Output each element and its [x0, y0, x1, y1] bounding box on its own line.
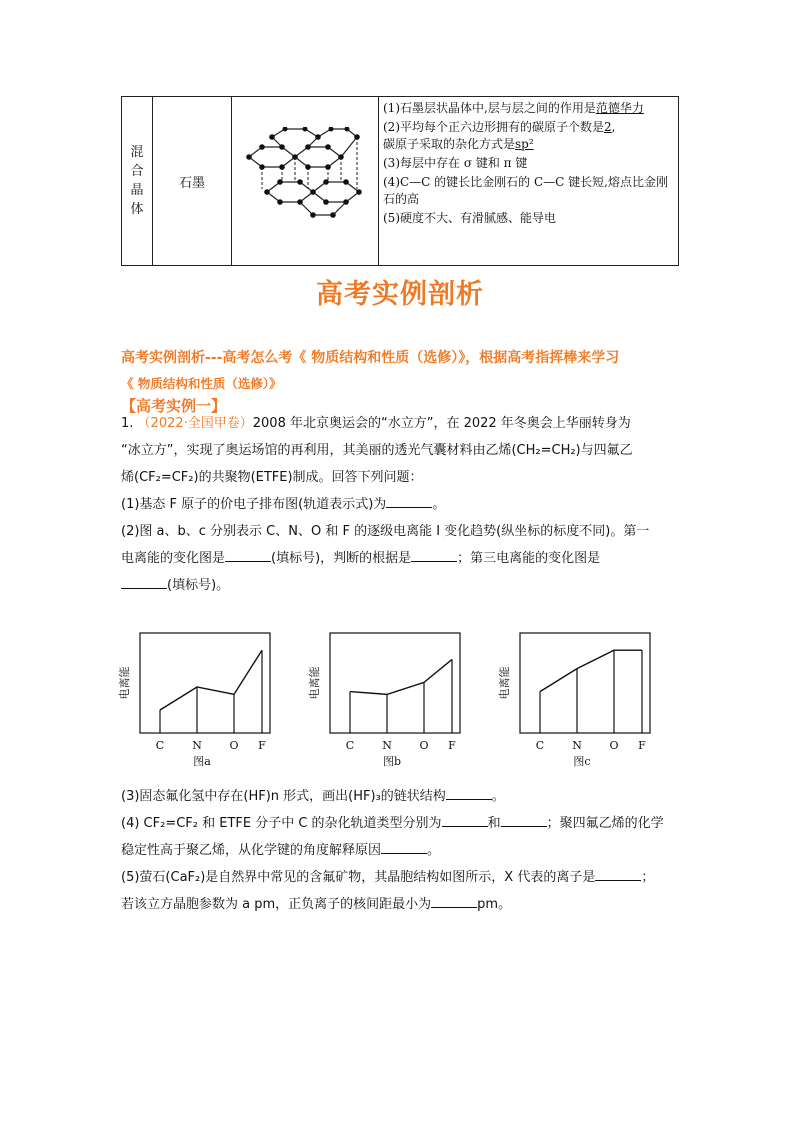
graphite-structure-diagram	[237, 127, 375, 227]
answer-blank	[381, 841, 427, 854]
chart-series-line	[540, 650, 642, 691]
prop-1: (1)石墨层状晶体中,层与层之间的作用是范德华力	[383, 101, 644, 115]
chart-ylabel: 电离能	[118, 666, 131, 700]
chart-tick-label: O	[609, 739, 619, 752]
prop-4: (4)C—C 的键长比金刚石的 C—C 键长短,熔点比金刚石的高	[383, 175, 668, 206]
prop-3: (3)每层中存在 σ 键和 π 键	[383, 156, 528, 170]
crystal-name-cell: 石墨	[178, 175, 205, 191]
chart-tick-label: F	[638, 739, 646, 752]
chart-tick-label: O	[229, 739, 239, 752]
chart-caption: 图a	[193, 755, 211, 768]
question-part-1: (1)基态 F 原子的价电子排布图(轨道表示式)为 。	[121, 497, 446, 512]
crystal-type-cell: 混 合 晶 体	[130, 145, 144, 217]
question-part-3: (3)固态氟化氢中存在(HF)n 形式，画出(HF)₃的链状结构 。	[121, 789, 505, 804]
prop-5: (5)硬度不大、有滑腻感、能导电	[383, 211, 556, 225]
chart-tick-label: N	[572, 739, 582, 752]
chart-tick-label: C	[155, 739, 165, 752]
question-intro: 1. （2022·全国甲卷）2008 年北京奥运会的“水立方”，在 2022 年冬奥会上华丽转身为 “冰立方”，实现了奥运场馆的再利用，其美丽的透光气囊材料由乙烯(CH₂=CH₂)与四氟乙 烯(CF₂=CF₂)的共聚物(ETFE)制成。回答下列问题： (1)基态 F 原子的价电子排布图(轨道表示式)为 。 (2)图 a、b、c 分别表示 C、N、O 和 F 的逐级电离能 I 变化趋势(纵坐标的标度不同)。第一 电离能的变化图是 (填标号)，判断的根据是 ；第三电离能的变化图是 (填标号)。	[121, 410, 686, 599]
chart-ylabel: 电离能	[308, 666, 321, 700]
example-heading: 【高考实例一】	[121, 397, 227, 415]
chart-tick-label: F	[448, 739, 456, 752]
chart-caption: 图c	[573, 755, 591, 768]
chart-tick-label: C	[535, 739, 545, 752]
crystal-table	[121, 96, 679, 266]
section-subtitle: 高考实例剖析---高考怎么考《 物质结构和性质（选修）》，根据高考指挥棒来学习 《 物质结构和性质（选修）》	[121, 350, 620, 391]
ionization-charts	[110, 628, 690, 778]
graphite-properties	[383, 100, 675, 229]
answer-blank	[442, 814, 488, 827]
chart-tick-label: N	[382, 739, 392, 752]
chart-tick-label: N	[192, 739, 202, 752]
chart-tick-label: O	[419, 739, 429, 752]
chart-series-line	[160, 650, 262, 710]
chart-caption: 图b	[382, 755, 402, 768]
question-lower: (3)固态氟化氢中存在(HF)n 形式，画出(HF)₃的链状结构 。 (4) CF₂=CF₂ 和 ETFE 分子中 C 的杂化轨道类型分别为 和 ；聚四氟乙烯的化学 稳定性高于聚乙烯，从化学键的角度解释原因 。 (5)萤石(CaF₂)是自然界中常见的含氟矿物，其晶胞结构如图所示，X 代表的离子是 ； 若该立方晶胞参数为 a pm，正负离子的核间距最小为 pm。	[121, 783, 686, 918]
answer-blank	[595, 868, 641, 881]
prop-2: (2)平均每个正六边形拥有的碳原子个数是2, 碳原子采取的杂化方式是sp²	[383, 120, 616, 151]
answer-blank	[225, 549, 271, 562]
answer-blank	[501, 814, 547, 827]
answer-blank	[431, 895, 477, 908]
answer-blank	[411, 549, 457, 562]
question-part-5: (5)萤石(CaF₂)是自然界中常见的含氟矿物，其晶胞结构如图所示，X 代表的离子是 ；	[121, 870, 655, 885]
chart-tick-label: F	[258, 739, 266, 752]
chart-ylabel: 电离能	[498, 666, 511, 700]
question-part-4: (4) CF₂=CF₂ 和 ETFE 分子中 C 的杂化轨道类型分别为 和 ；聚四氟乙烯的化学	[121, 816, 664, 831]
chart-tick-label: C	[345, 739, 355, 752]
page-title: 高考实例剖析	[316, 279, 484, 310]
answer-blank	[446, 787, 492, 800]
question-part-2: (2)图 a、b、c 分别表示 C、N、O 和 F 的逐级电离能 I 变化趋势(纵坐标的标度不同)。第一	[121, 524, 650, 539]
answer-blank	[386, 495, 432, 508]
chart-series-line	[350, 659, 452, 694]
answer-blank	[121, 576, 167, 589]
